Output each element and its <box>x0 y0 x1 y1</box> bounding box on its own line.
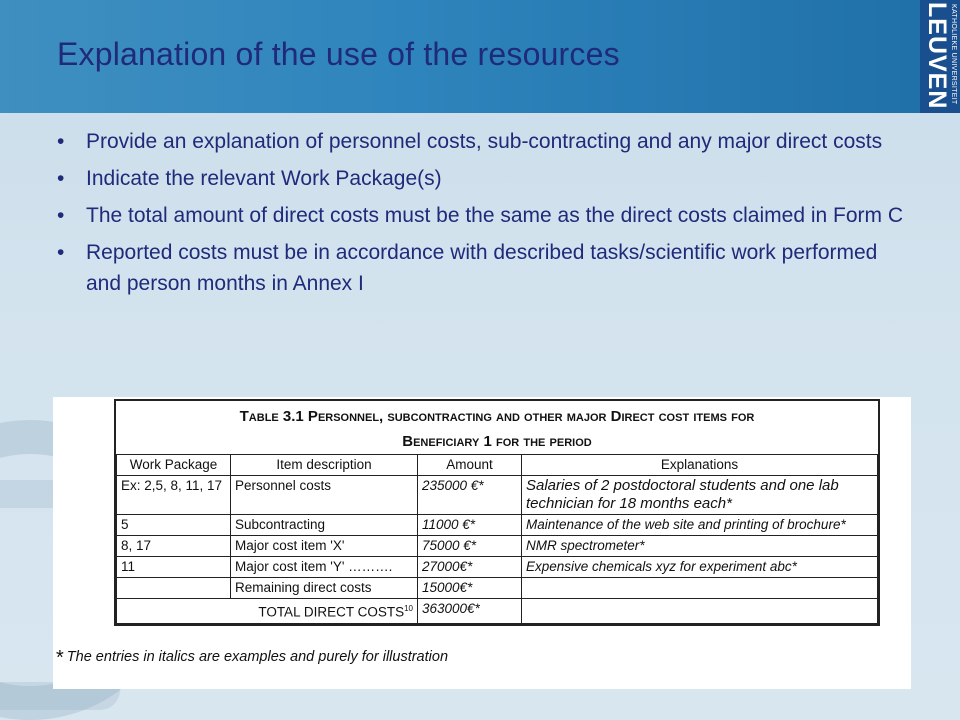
bullet-icon: • <box>57 130 65 153</box>
explanation-cell: NMR spectrometer* <box>522 536 878 557</box>
total-explanation-cell <box>522 599 878 624</box>
footnote-text: The entries in italics are examples and purely for illustration <box>66 649 449 665</box>
table-row <box>117 536 878 557</box>
cost-table <box>116 454 878 624</box>
bullet-icon: • <box>57 204 65 227</box>
explanation-cell: Expensive chemicals xyz for experiment abc* <box>522 557 878 578</box>
logo-line-big: LEUVEN <box>923 2 951 110</box>
table-row <box>117 515 878 536</box>
table-header-row <box>117 455 878 476</box>
total-amount-cell: 363000€* <box>418 599 522 624</box>
bullet-text: The total amount of direct costs must be the same as the direct costs claimed in Form C <box>86 204 904 227</box>
amount-cell: 15000€* <box>418 578 522 599</box>
explanation-cell <box>522 578 878 599</box>
amount-cell: 11000 €* <box>418 515 522 536</box>
logo-text <box>920 0 960 113</box>
item-cell: Personnel costs <box>231 476 418 515</box>
total-footnote-ref: 10 <box>404 604 413 613</box>
university-logo <box>920 0 960 113</box>
amount-cell: 27000€* <box>418 557 522 578</box>
item-cell: Subcontracting <box>231 515 418 536</box>
item-cell: Major cost item 'X' <box>231 536 418 557</box>
table-row <box>117 578 878 599</box>
slide-title: Explanation of the use of the resources <box>57 36 620 72</box>
column-header: Item description <box>231 455 418 476</box>
cost-table-frame <box>114 399 880 626</box>
bullet-item <box>57 163 917 194</box>
table-caption-line: Table 3.1 Personnel, subcontracting and other major Direct cost items for <box>239 408 755 425</box>
bullet-list <box>57 126 917 305</box>
column-header: Amount <box>418 455 522 476</box>
footnote-marker: * <box>56 647 64 669</box>
wp-cell: Ex: 2,5, 8, 11, 17 <box>117 476 231 515</box>
amount-cell: 235000 €* <box>418 476 522 515</box>
column-header: Work Package <box>117 455 231 476</box>
total-row <box>117 599 878 624</box>
amount-cell: 75000 €* <box>418 536 522 557</box>
bullet-text: Reported costs must be in accordance with described tasks/scientific work performed and person months in Annex I <box>86 241 878 295</box>
logo-line-small: KATHOLIEKE UNIVERSITEIT <box>950 4 957 105</box>
wp-cell: 8, 17 <box>117 536 231 557</box>
explanation-cell: Maintenance of the web site and printing of brochure* <box>522 515 878 536</box>
table-row <box>117 557 878 578</box>
wp-cell: 5 <box>117 515 231 536</box>
total-label-cell <box>117 599 418 624</box>
column-header: Explanations <box>522 455 878 476</box>
bullet-item <box>57 237 917 299</box>
total-label: TOTAL DIRECT COSTS <box>258 604 405 620</box>
table-image-panel <box>53 397 911 689</box>
table-footnote <box>56 647 448 670</box>
wp-cell: 11 <box>117 557 231 578</box>
bullet-icon: • <box>57 241 65 264</box>
explanation-cell: Salaries of 2 postdoctoral students and one lab technician for 18 months each* <box>522 476 878 515</box>
slide-header-bar <box>0 0 960 113</box>
table-caption <box>116 401 878 454</box>
table-row <box>117 476 878 515</box>
bullet-text: Indicate the relevant Work Package(s) <box>86 167 442 190</box>
item-cell: Major cost item 'Y' ………. <box>231 557 418 578</box>
table-caption-line: Beneficiary 1 for the period <box>402 433 592 450</box>
bullet-item <box>57 200 917 231</box>
bullet-text: Provide an explanation of personnel costs, sub-contracting and any major direct costs <box>86 130 883 153</box>
wp-cell <box>117 578 231 599</box>
item-cell: Remaining direct costs <box>231 578 418 599</box>
bullet-icon: • <box>57 167 65 190</box>
bullet-item <box>57 126 917 157</box>
